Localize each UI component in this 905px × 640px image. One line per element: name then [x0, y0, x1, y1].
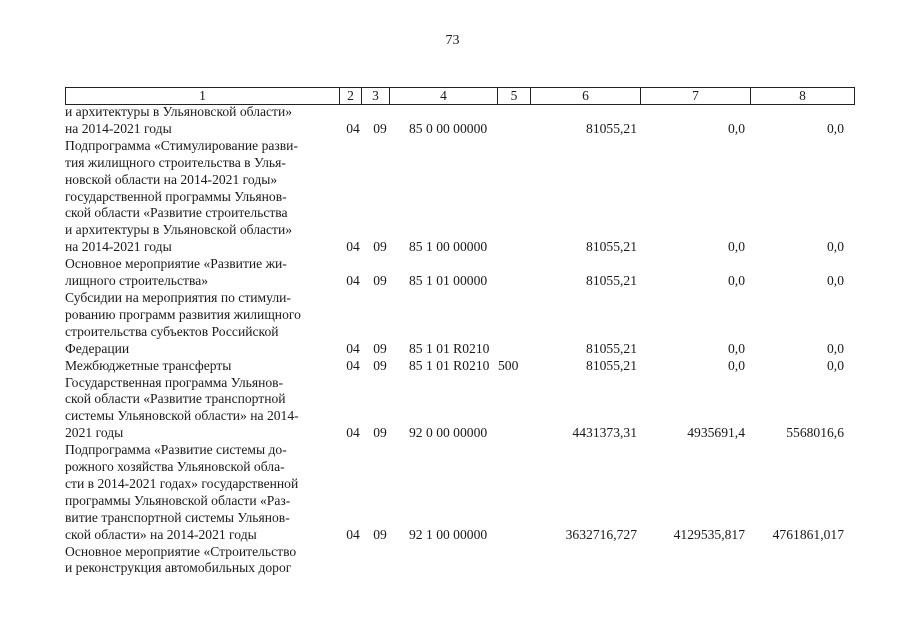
- row-name-line: Межбюджетные трансферты: [65, 357, 232, 373]
- cell-amount-col8: 0,0: [827, 239, 844, 255]
- cell-amount-col7: 0,0: [728, 273, 745, 289]
- row-name-line: рованию программ развития жилищного: [65, 306, 301, 322]
- cell-amount-col6: 81055,21: [586, 239, 637, 255]
- cell-amount-col6: 4431373,31: [572, 425, 637, 441]
- row-name: [65, 256, 333, 290]
- row-name-line: сти в 2014-2021 годах» государственной: [65, 475, 299, 491]
- cell-amount-col8: 0,0: [827, 273, 844, 289]
- cell-podrazdel: 09: [373, 425, 387, 441]
- cell-amount-col8: 0,0: [827, 340, 844, 356]
- row-name-line: строительства субъектов Российской: [65, 323, 279, 339]
- cell-amount-col6: 81055,21: [586, 340, 637, 356]
- row-name: [65, 358, 333, 375]
- cell-razdel: 04: [346, 357, 360, 373]
- table-row: [65, 358, 844, 375]
- row-name-line: Подпрограмма «Развитие системы до-: [65, 442, 287, 458]
- page-number: 73: [445, 33, 460, 48]
- table-row: [65, 375, 844, 443]
- table-row: [65, 138, 844, 256]
- cell-amount-col8: 0,0: [827, 120, 844, 136]
- row-name-line: Основное мероприятие «Строительство: [65, 543, 297, 559]
- row-name-line: и архитектуры в Ульяновской области»: [65, 104, 293, 119]
- cell-target-article: 85 1 00 00000: [409, 239, 488, 255]
- row-name-line: рожного хозяйства Ульяновской обла-: [65, 459, 285, 475]
- table-row: [65, 290, 844, 358]
- header-col-2: 2: [340, 88, 362, 104]
- row-name-line: новской области на 2014-2021 годы»: [65, 171, 278, 187]
- row-name: [65, 290, 333, 358]
- cell-podrazdel: 09: [373, 357, 387, 373]
- row-name-line: Субсидии на мероприятия по стимули-: [65, 289, 291, 305]
- row-name-line: 2021 годы: [65, 425, 124, 441]
- cell-razdel: 04: [346, 340, 360, 356]
- row-name: [65, 442, 333, 543]
- row-name-line: государственной программы Ульянов-: [65, 188, 287, 204]
- cell-amount-col7: 0,0: [728, 120, 745, 136]
- cell-target-article: 85 1 01 R0210: [409, 357, 490, 373]
- cell-amount-col7: 4129535,817: [673, 526, 745, 542]
- cell-target-article: 85 1 01 R0210: [409, 340, 490, 356]
- row-name-line: ской области «Развитие транспортной: [65, 391, 286, 407]
- header-col-4: 4: [390, 88, 498, 104]
- row-name-line: тия жилищного строительства в Улья-: [65, 154, 286, 170]
- row-name-line: и архитектуры в Ульяновской области»: [65, 222, 293, 238]
- header-col-8: 8: [799, 88, 806, 103]
- row-name-line: на 2014-2021 годы: [65, 239, 172, 255]
- cell-amount-col6: 81055,21: [586, 273, 637, 289]
- cell-razdel: 04: [346, 526, 360, 542]
- table-body: [65, 104, 844, 577]
- cell-amount-col8: 4761861,017: [772, 526, 844, 542]
- cell-podrazdel: 09: [373, 273, 387, 289]
- cell-amount-col7: 0,0: [728, 357, 745, 373]
- cell-amount-col6: 81055,21: [586, 120, 637, 136]
- cell-amount-col7: 0,0: [728, 239, 745, 255]
- cell-amount-col7: 4935691,4: [687, 425, 745, 441]
- table-row: [65, 104, 844, 138]
- cell-podrazdel: 09: [373, 120, 387, 136]
- cell-amount-col7: 0,0: [728, 340, 745, 356]
- row-name-line: ской области «Развитие строительства: [65, 205, 288, 221]
- header-col-5: 5: [498, 88, 531, 104]
- cell-target-article: 85 1 01 00000: [409, 273, 488, 289]
- cell-amount-col6: 3632716,727: [565, 526, 637, 542]
- cell-razdel: 04: [346, 239, 360, 255]
- cell-amount-col8: 5568016,6: [786, 425, 844, 441]
- table-row: [65, 442, 844, 543]
- header-col-7: 7: [641, 88, 751, 104]
- row-name-line: программы Ульяновской области «Раз-: [65, 492, 291, 508]
- header-col-6: 6: [531, 88, 641, 104]
- row-name-line: Основное мероприятие «Развитие жи-: [65, 256, 287, 272]
- row-name: [65, 375, 333, 443]
- row-name: [65, 138, 333, 256]
- cell-razdel: 04: [346, 425, 360, 441]
- row-name-line: ской области» на 2014-2021 годы: [65, 526, 257, 542]
- row-name-line: на 2014-2021 годы: [65, 120, 172, 136]
- row-name: [65, 104, 333, 138]
- cell-podrazdel: 09: [373, 340, 387, 356]
- cell-podrazdel: 09: [373, 239, 387, 255]
- row-name-line: Подпрограмма «Стимулирование разви-: [65, 137, 298, 153]
- cell-razdel: 04: [346, 120, 360, 136]
- table-row: [65, 256, 844, 290]
- row-name-line: системы Ульяновской области» на 2014-: [65, 408, 299, 424]
- header-col-3: 3: [362, 88, 390, 104]
- row-name-line: витие транспортной системы Ульянов-: [65, 509, 290, 525]
- cell-target-article: 92 1 00 00000: [409, 526, 488, 542]
- cell-razdel: 04: [346, 273, 360, 289]
- row-name-line: и реконструкция автомобильных дорог: [65, 560, 292, 576]
- cell-target-article: 92 0 00 00000: [409, 425, 488, 441]
- row-name: [65, 544, 333, 578]
- row-name-line: Государственная программа Ульянов-: [65, 374, 284, 390]
- cell-target-article: 85 0 00 00000: [409, 120, 488, 136]
- cell-amount-col8: 0,0: [827, 357, 844, 373]
- cell-amount-col6: 81055,21: [586, 357, 637, 373]
- row-name-line: лищного строительства»: [65, 273, 209, 289]
- row-name-line: Федерации: [65, 340, 130, 356]
- table-row: [65, 544, 844, 578]
- cell-podrazdel: 09: [373, 526, 387, 542]
- table-header: [65, 87, 855, 105]
- header-col-1: 1: [66, 88, 340, 104]
- cell-expense-type: 500: [498, 357, 519, 373]
